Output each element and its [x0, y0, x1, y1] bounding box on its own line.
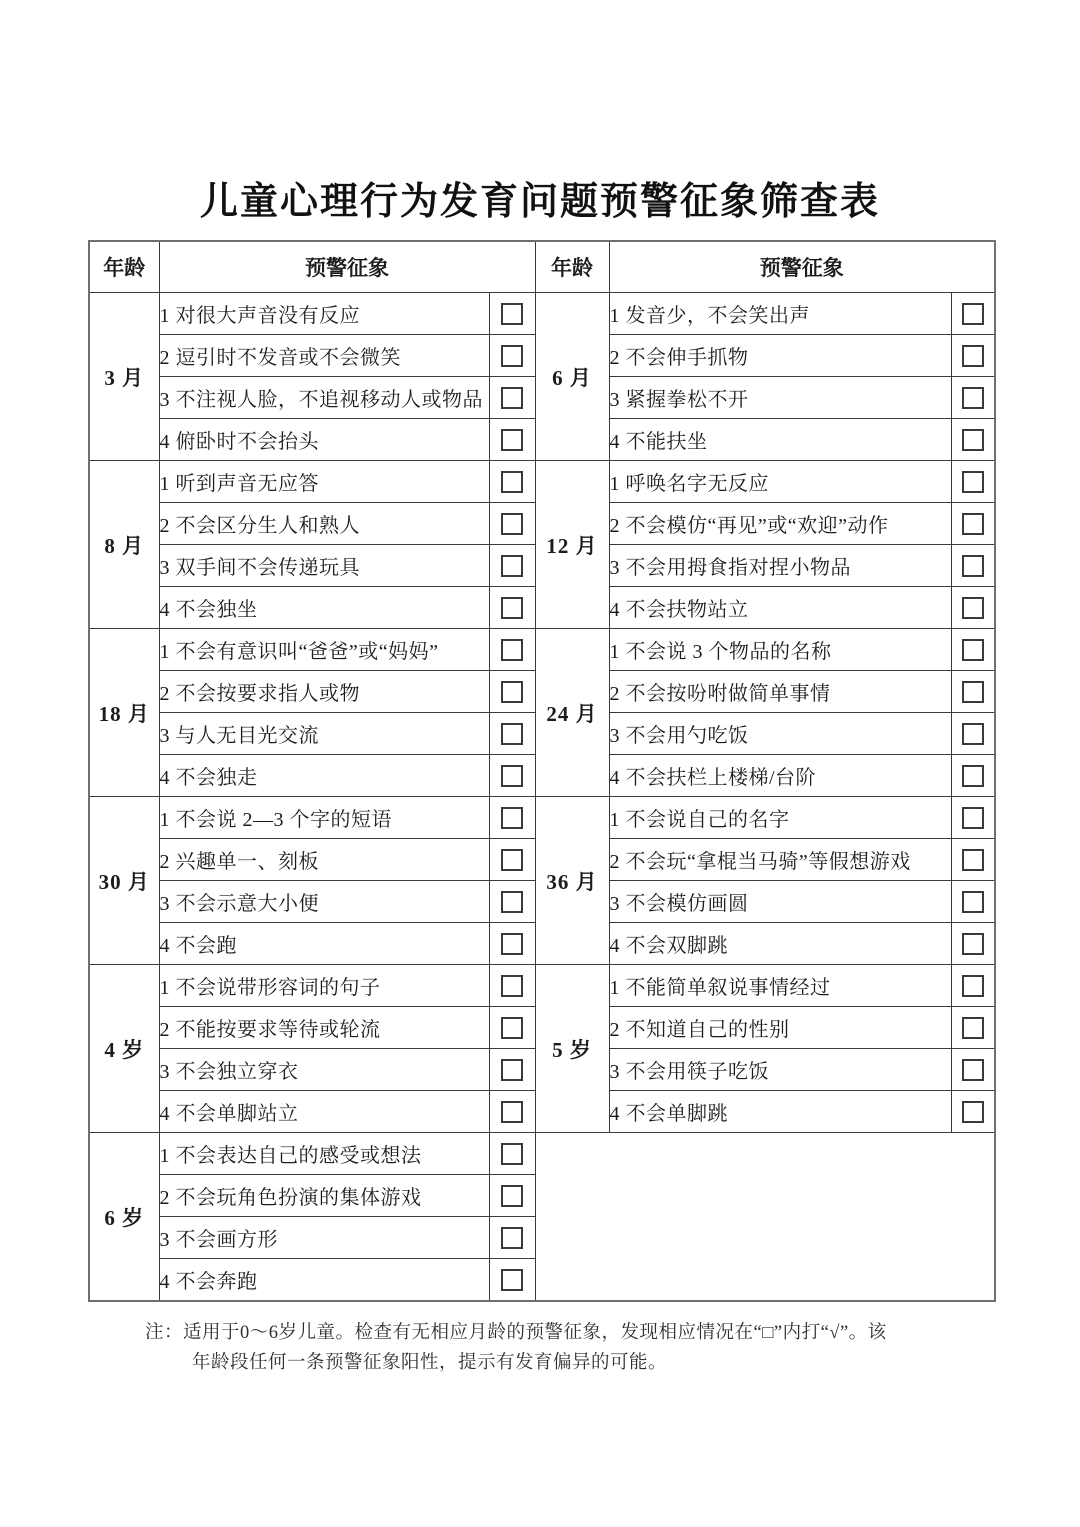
- item-text: 4 不会单脚跳: [609, 1091, 951, 1133]
- age-cell-5y: 5 岁: [535, 965, 609, 1133]
- item-text: 4 俯卧时不会抬头: [159, 419, 489, 461]
- checkbox[interactable]: [962, 555, 984, 577]
- item-text: 4 不会单脚站立: [159, 1091, 489, 1133]
- item-text: 2 不知道自己的性别: [609, 1007, 951, 1049]
- checkbox-cell: [489, 671, 535, 713]
- checkbox-cell: [489, 1007, 535, 1049]
- age-cell-3m: 3 月: [89, 293, 159, 461]
- signs-header-right: 预警征象: [609, 241, 995, 293]
- item-text: 4 不会独坐: [159, 587, 489, 629]
- checkbox[interactable]: [501, 849, 523, 871]
- checkbox[interactable]: [501, 765, 523, 787]
- checkbox[interactable]: [501, 1269, 523, 1291]
- checkbox-cell: [951, 713, 995, 755]
- footnote-line-2: 年龄段任何一条预警征象阳性，提示有发育偏异的可能。: [192, 1353, 668, 1373]
- checkbox[interactable]: [501, 1059, 523, 1081]
- item-text: 3 不注视人脸，不追视移动人或物品: [159, 377, 489, 419]
- item-text: 1 不会说带形容词的句子: [159, 965, 489, 1007]
- checkbox-cell: [951, 755, 995, 797]
- checkbox[interactable]: [962, 975, 984, 997]
- age-cell-36m: 36 月: [535, 797, 609, 965]
- item-text: 2 不会区分生人和熟人: [159, 503, 489, 545]
- checkbox-cell: [951, 965, 995, 1007]
- age-cell-30m: 30 月: [89, 797, 159, 965]
- item-text: 3 与人无目光交流: [159, 713, 489, 755]
- checkbox[interactable]: [962, 597, 984, 619]
- age-cell-12m: 12 月: [535, 461, 609, 629]
- item-text: 3 双手间不会传递玩具: [159, 545, 489, 587]
- item-text: 2 不会玩“拿棍当马骑”等假想游戏: [609, 839, 951, 881]
- item-text: 3 紧握拳松不开: [609, 377, 951, 419]
- checkbox[interactable]: [501, 429, 523, 451]
- checkbox-cell: [951, 503, 995, 545]
- table-row: [89, 461, 995, 503]
- checkbox[interactable]: [962, 933, 984, 955]
- checkbox[interactable]: [501, 975, 523, 997]
- checkbox-cell: [489, 503, 535, 545]
- checkbox[interactable]: [962, 639, 984, 661]
- header-row: [89, 241, 995, 293]
- screening-table: [88, 240, 996, 1302]
- checkbox[interactable]: [962, 1059, 984, 1081]
- checkbox-cell: [489, 1091, 535, 1133]
- checkbox[interactable]: [501, 1101, 523, 1123]
- checkbox-cell: [951, 671, 995, 713]
- checkbox-cell: [951, 293, 995, 335]
- checkbox-cell: [489, 1133, 535, 1175]
- age-cell-6y: 6 岁: [89, 1133, 159, 1302]
- checkbox[interactable]: [501, 1143, 523, 1165]
- checkbox[interactable]: [501, 639, 523, 661]
- checkbox-cell: [489, 1049, 535, 1091]
- checkbox[interactable]: [962, 891, 984, 913]
- checkbox[interactable]: [962, 429, 984, 451]
- item-text: 4 不会扶物站立: [609, 587, 951, 629]
- item-text: 1 不会有意识叫“爸爸”或“妈妈”: [159, 629, 489, 671]
- checkbox[interactable]: [501, 387, 523, 409]
- checkbox-cell: [489, 881, 535, 923]
- checkbox-cell: [951, 629, 995, 671]
- item-text: 3 不会示意大小便: [159, 881, 489, 923]
- checkbox[interactable]: [501, 597, 523, 619]
- age-cell-6m: 6 月: [535, 293, 609, 461]
- checkbox-cell: [951, 1007, 995, 1049]
- checkbox[interactable]: [962, 807, 984, 829]
- age-header-left: 年龄: [89, 241, 159, 293]
- checkbox-cell: [951, 545, 995, 587]
- checkbox[interactable]: [501, 555, 523, 577]
- item-text: 3 不会用勺吃饭: [609, 713, 951, 755]
- checkbox[interactable]: [962, 723, 984, 745]
- checkbox-cell: [489, 1217, 535, 1259]
- checkbox-cell: [489, 1259, 535, 1302]
- item-text: 4 不会跑: [159, 923, 489, 965]
- checkbox-cell: [951, 881, 995, 923]
- item-text: 1 对很大声音没有反应: [159, 293, 489, 335]
- checkbox-cell: [951, 461, 995, 503]
- checkbox-cell: [951, 839, 995, 881]
- checkbox-cell: [951, 377, 995, 419]
- item-text: 2 逗引时不发音或不会微笑: [159, 335, 489, 377]
- page-title: 儿童心理行为发育问题预警征象筛查表: [199, 181, 880, 223]
- checkbox[interactable]: [501, 1017, 523, 1039]
- item-text: 1 不会表达自己的感受或想法: [159, 1133, 489, 1175]
- checkbox[interactable]: [501, 891, 523, 913]
- item-text: 2 不能按要求等待或轮流: [159, 1007, 489, 1049]
- item-text: 1 呼唤名字无反应: [609, 461, 951, 503]
- age-cell-8m: 8 月: [89, 461, 159, 629]
- checkbox[interactable]: [501, 303, 523, 325]
- item-text: 4 不会独走: [159, 755, 489, 797]
- age-cell-24m: 24 月: [535, 629, 609, 797]
- checkbox-cell: [489, 965, 535, 1007]
- checkbox[interactable]: [962, 345, 984, 367]
- age-cell-4y: 4 岁: [89, 965, 159, 1133]
- item-text: 2 不会玩角色扮演的集体游戏: [159, 1175, 489, 1217]
- table-row: [89, 797, 995, 839]
- signs-header-left: 预警征象: [159, 241, 535, 293]
- empty-cell: [535, 1133, 995, 1302]
- checkbox[interactable]: [501, 471, 523, 493]
- checkbox-cell: [951, 1091, 995, 1133]
- item-text: 4 不能扶坐: [609, 419, 951, 461]
- item-text: 1 不会说自己的名字: [609, 797, 951, 839]
- checkbox-cell: [951, 1049, 995, 1091]
- checkbox-cell: [489, 755, 535, 797]
- checkbox-cell: [951, 923, 995, 965]
- checkbox[interactable]: [501, 1227, 523, 1249]
- checkbox-cell: [489, 713, 535, 755]
- checkbox[interactable]: [962, 765, 984, 787]
- item-text: 3 不会独立穿衣: [159, 1049, 489, 1091]
- checkbox[interactable]: [962, 387, 984, 409]
- item-text: 4 不会扶栏上楼梯/台阶: [609, 755, 951, 797]
- checkbox[interactable]: [501, 933, 523, 955]
- footnote: [145, 1318, 995, 1378]
- checkbox-cell: [489, 923, 535, 965]
- checkbox[interactable]: [501, 723, 523, 745]
- item-text: 1 不会说 2—3 个字的短语: [159, 797, 489, 839]
- checkbox[interactable]: [962, 849, 984, 871]
- item-text: 2 不会模仿“再见”或“欢迎”动作: [609, 503, 951, 545]
- item-text: 3 不会模仿画圆: [609, 881, 951, 923]
- item-text: 2 不会伸手抓物: [609, 335, 951, 377]
- item-text: 4 不会双脚跳: [609, 923, 951, 965]
- checkbox[interactable]: [501, 807, 523, 829]
- item-text: 1 不会说 3 个物品的名称: [609, 629, 951, 671]
- checkbox[interactable]: [501, 1185, 523, 1207]
- footnote-line-1: 注：适用于0～6岁儿童。检查有无相应月龄的预警征象，发现相应情况在“□”内打“√”。该: [145, 1323, 887, 1343]
- item-text: 3 不会用筷子吃饭: [609, 1049, 951, 1091]
- table-row: [89, 965, 995, 1007]
- item-text: 3 不会画方形: [159, 1217, 489, 1259]
- table-row: [89, 1133, 995, 1175]
- checkbox[interactable]: [962, 303, 984, 325]
- table-row: [89, 293, 995, 335]
- checkbox-cell: [489, 587, 535, 629]
- checkbox[interactable]: [962, 1101, 984, 1123]
- checkbox-cell: [489, 1175, 535, 1217]
- checkbox-cell: [489, 629, 535, 671]
- age-header-right: 年龄: [535, 241, 609, 293]
- item-text: 1 发音少，不会笑出声: [609, 293, 951, 335]
- checkbox-cell: [489, 797, 535, 839]
- checkbox-cell: [489, 461, 535, 503]
- checkbox[interactable]: [501, 345, 523, 367]
- table-row: [89, 629, 995, 671]
- checkbox[interactable]: [962, 471, 984, 493]
- checkbox-cell: [951, 587, 995, 629]
- item-text: 1 听到声音无应答: [159, 461, 489, 503]
- item-text: 1 不能简单叙说事情经过: [609, 965, 951, 1007]
- item-text: 2 兴趣单一、刻板: [159, 839, 489, 881]
- item-text: 2 不会按吩咐做简单事情: [609, 671, 951, 713]
- checkbox-cell: [489, 839, 535, 881]
- checkbox-cell: [489, 293, 535, 335]
- checkbox-cell: [489, 545, 535, 587]
- checkbox[interactable]: [962, 681, 984, 703]
- checkbox-cell: [489, 335, 535, 377]
- checkbox[interactable]: [962, 1017, 984, 1039]
- item-text: 4 不会奔跑: [159, 1259, 489, 1302]
- checkbox-cell: [951, 419, 995, 461]
- item-text: 2 不会按要求指人或物: [159, 671, 489, 713]
- checkbox[interactable]: [501, 513, 523, 535]
- checkbox-cell: [489, 419, 535, 461]
- item-text: 3 不会用拇食指对捏小物品: [609, 545, 951, 587]
- checkbox-cell: [489, 377, 535, 419]
- checkbox-cell: [951, 335, 995, 377]
- age-cell-18m: 18 月: [89, 629, 159, 797]
- checkbox[interactable]: [962, 513, 984, 535]
- checkbox-cell: [951, 797, 995, 839]
- checkbox[interactable]: [501, 681, 523, 703]
